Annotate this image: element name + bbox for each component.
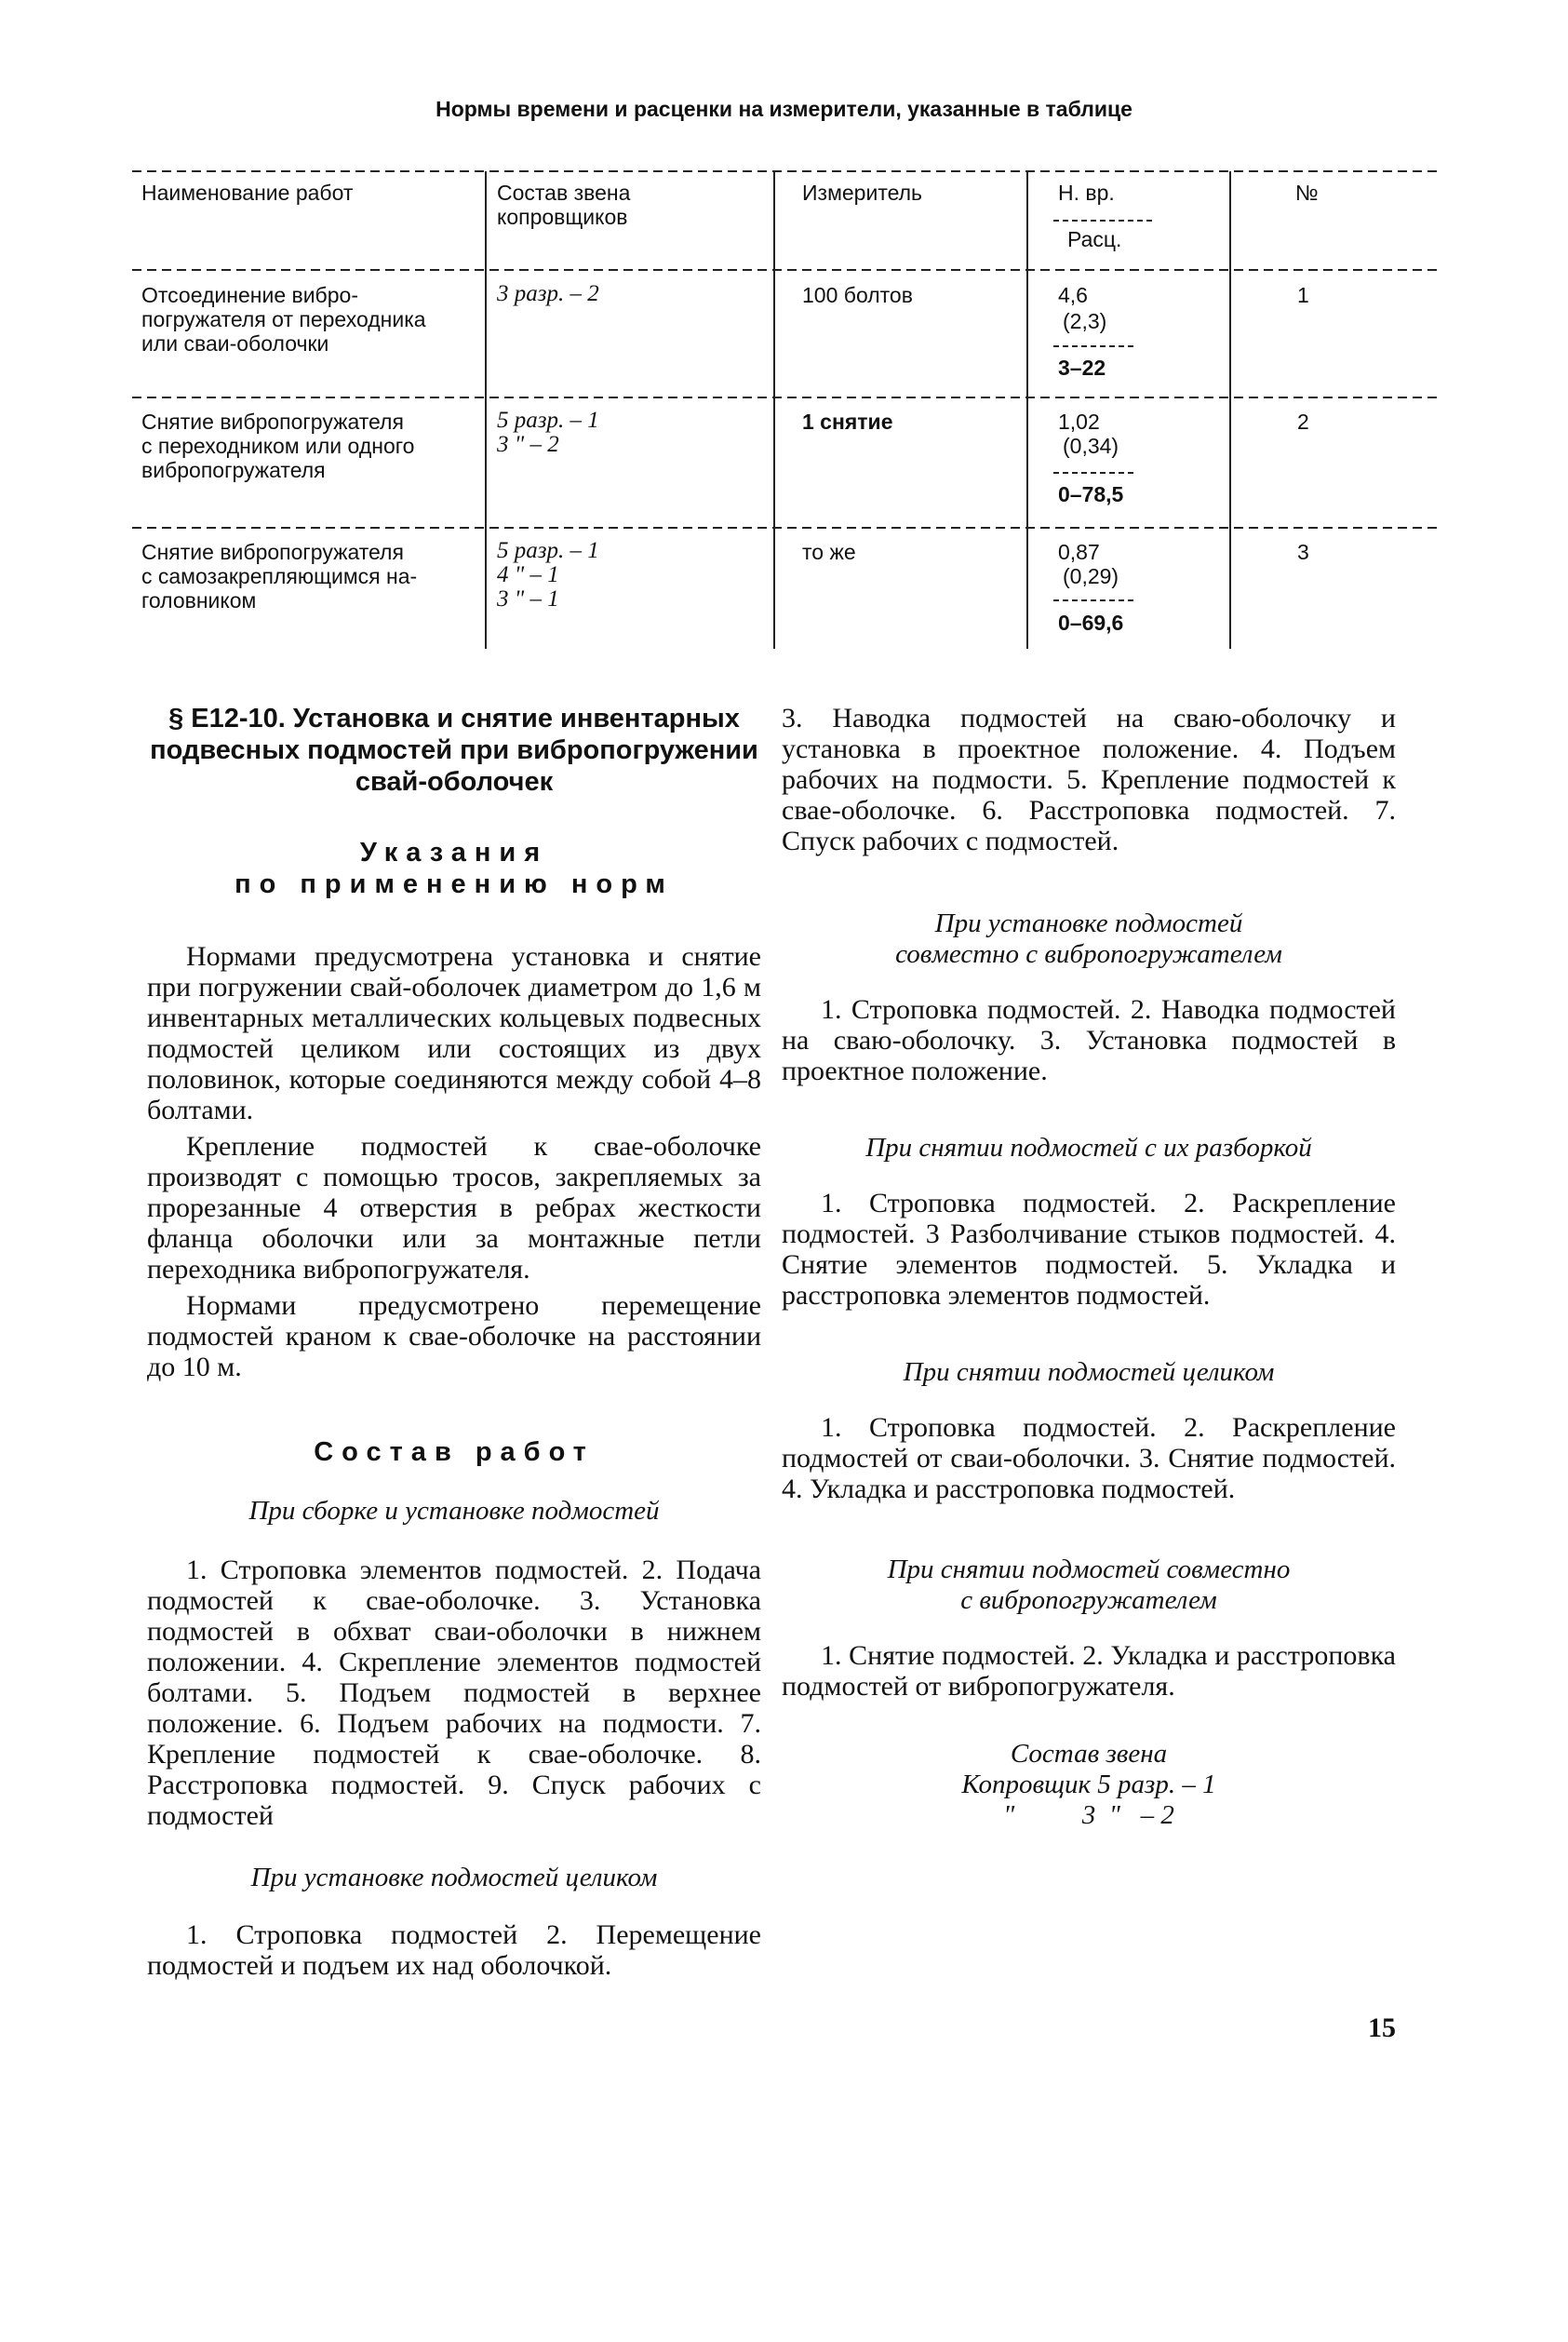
row3-norm-paren: (0,29)	[1063, 564, 1119, 588]
subheading-assembly: При сборке и установке подмостей	[248, 1496, 660, 1526]
row2-crew-2: 3 " – 2	[497, 432, 559, 457]
row1-name-line1: Отсоединение вибро-	[141, 283, 358, 307]
removal-whole-steps: 1. Строповка подмостей. 2. Раскрепление подмостей от сваи-оболочки. 3. Снятие подмостей. 4. Укладка и расстроповка подмостей.	[782, 1412, 1396, 1504]
col-header-unit: Измеритель	[802, 181, 923, 205]
row3-no: 3	[1297, 540, 1309, 564]
section-title-line1: § Е12-10. Установка и снятие инвентарных	[168, 704, 740, 734]
subheading-removal-disassembly: При снятии подмостей с их разборкой	[865, 1133, 1312, 1163]
row2-norm-paren: (0,34)	[1063, 434, 1119, 458]
left-column	[147, 703, 761, 1981]
page-number: 15	[1368, 2012, 1396, 2043]
row2-name-line1: Снятие вибропогружателя	[141, 410, 404, 434]
row1-crew: 3 разр. – 2	[497, 281, 599, 306]
row1-norm-paren: (2,3)	[1063, 309, 1107, 333]
row1-no: 1	[1297, 283, 1309, 307]
guide-paragraph-1: Нормами предусмотрена установка и снятие при погружении свай-оболочек диаметром до 1,6 м инвентарных металлических кольцевых подвесных подмостей целиком или состоящих из двух половинок, которые соединяются между собой 4–8 болтами.	[147, 941, 761, 1125]
guide-paragraph-2: Крепление подмостей к сваe-оболочке производят с помощью тросов, закрепляемых за прорезанные 4 отверстия в ребрах жесткости фланца оболочки или за монтажные петли переходника вибропогружателя.	[147, 1131, 761, 1285]
col-header-rate: Расц.	[1067, 227, 1122, 251]
crew-line-2: " 3 " – 2	[1003, 1800, 1174, 1830]
subheading-removal-whole: При снятии подмостей целиком	[903, 1357, 1275, 1387]
row2-rate: 0–78,5	[1058, 482, 1124, 506]
subheading-install-with-vibro-line2: совместно с вибропогружателем	[895, 939, 1282, 969]
subheading-removal-with-vibro-line1: При снятии подмостей совместно	[887, 1555, 1291, 1584]
col-header-norm: Н. вр.	[1058, 181, 1115, 205]
row3-norm: 0,87	[1058, 540, 1100, 564]
guide-title: Указания	[359, 838, 549, 868]
row2-norm: 1,02	[1058, 410, 1100, 434]
crew-line-1: Копровщик 5 разр. – 1	[961, 1770, 1216, 1799]
section-title-line2: подвесных подмостей при вибропогружении	[150, 735, 758, 765]
col-header-crew: Состав звена	[497, 181, 631, 205]
row1-name-line3: или сваи-оболочки	[141, 331, 329, 356]
assembly-steps: 1. Строповка элементов подмостей. 2. Подача подмостей к сваe-оболочке. 3. Установка подмостей в обхват сваи-оболочки в нижнем положении. 4. Скрепление элементов подмостей болтами. 5. Подъем подмостей в верхнее положение. 6. Подъем рабочих на подмости. 7. Крепление подмостей к сваe-оболочке. 8. Расстроповка подмостей. 9. Спуск рабочих с подмостей	[147, 1555, 761, 1831]
subheading-install-whole: При установке подмостей целиком	[250, 1863, 658, 1892]
subheading-removal-with-vibro-line2: с вибропогружателем	[960, 1585, 1217, 1615]
col-header-crew-sub: копровщиков	[497, 205, 628, 229]
install-whole-steps: 1. Строповка подмостей 2. Перемещение подмостей и подъем их над оболочкой.	[147, 1919, 761, 1981]
norms-table	[132, 160, 1437, 649]
guide-paragraph-3: Нормами предусмотрено перемещение подмостей краном к сваe-оболочке на расстоянии до 10 м.	[147, 1290, 761, 1382]
subheading-install-with-vibro-line1: При установке подмостей	[934, 909, 1243, 938]
row3-rate: 0–69,6	[1058, 611, 1124, 635]
row3-name-line2: с самозакрепляющимся на-	[141, 564, 418, 588]
row3-name-line3: головником	[141, 588, 257, 612]
removal-with-vibro-steps: 1. Снятие подмостей. 2. Укладка и расстроповка подмостей от вибропогружателя.	[782, 1640, 1396, 1702]
right-column	[782, 703, 1396, 1831]
row3-crew-2: 4 " – 1	[497, 562, 559, 587]
removal-disassembly-steps: 1. Строповка подмостей. 2. Раскрепление подмостей. 3 Разболчивание стыков подмостей. 4. Снятие элементов подмостей. 5. Укладка и расстроповка элементов подмостей.	[782, 1188, 1396, 1311]
col-header-no: №	[1295, 181, 1319, 205]
row3-crew-3: 3 " – 1	[497, 586, 559, 612]
row1-unit: 100 болтов	[802, 283, 913, 307]
guide-subtitle: по применению норм	[235, 869, 674, 899]
row3-crew-1: 5 разр. – 1	[497, 538, 599, 563]
install-with-vibro-steps: 1. Строповка подмостей. 2. Наводка подмостей на сваю-оболочку. 3. Установка подмостей в проектное положение.	[782, 994, 1396, 1086]
work-composition-title: Состав работ	[314, 1437, 595, 1467]
row1-rate: 3–22	[1058, 356, 1106, 380]
row2-name-line3: вибропогружателя	[141, 458, 326, 482]
row3-unit: то же	[802, 540, 856, 564]
col-header-name: Наименование работ	[141, 181, 354, 205]
row2-name-line2: с переходником или одного	[141, 434, 415, 458]
page-header: Нормы времени и расценки на измерители, указанные в таблице	[436, 97, 1132, 121]
row2-unit: 1 снятие	[802, 410, 893, 434]
row1-norm: 4,6	[1058, 283, 1088, 307]
install-whole-steps-continued: 3. Наводка подмостей на сваю-оболочку и установка в проектное положение. 4. Подъем рабочих на подмости. 5. Крепление подмостей к сваe-оболочке. 6. Расстроповка подмостей. 7. Спуск рабочих с подмостей.	[782, 703, 1396, 856]
section-title-line3: свай-оболочек	[355, 767, 554, 797]
row3-name-line1: Снятие вибропогружателя	[141, 540, 404, 564]
row1-name-line2: погружателя от переходника	[141, 307, 426, 331]
row2-crew-1: 5 разр. – 1	[497, 408, 599, 433]
row2-no: 2	[1297, 410, 1309, 434]
crew-title: Состав звена	[1010, 1739, 1168, 1769]
